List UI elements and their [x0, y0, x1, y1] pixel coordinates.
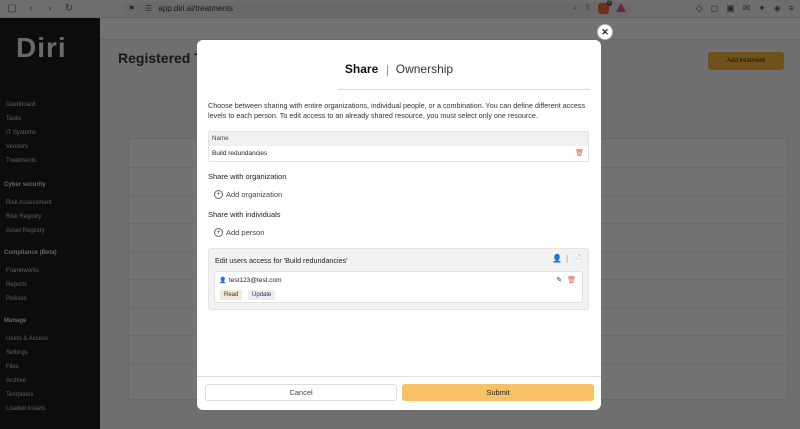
share-individuals-heading: Share with individuals: [208, 210, 281, 219]
resource-name: Build redundancies: [212, 150, 268, 157]
plus-icon: +: [214, 190, 223, 199]
modal-tabs: [197, 62, 601, 76]
plus-icon: +: [214, 228, 223, 237]
tab-ownership[interactable]: Ownership: [395, 62, 454, 76]
access-panel-title: Edit users access for 'Build redundancies': [215, 256, 348, 265]
add-organization-label: Add organization: [226, 190, 283, 199]
add-organization-button[interactable]: [214, 190, 282, 199]
tab-divider: [338, 89, 590, 90]
cancel-button[interactable]: Cancel: [205, 384, 397, 401]
submit-button[interactable]: Submit: [402, 384, 594, 401]
user-icon: 👤: [219, 278, 227, 284]
document-icon[interactable]: 📄: [572, 254, 582, 263]
add-person-button[interactable]: [214, 228, 264, 237]
share-modal: [197, 40, 601, 410]
user-access-card: [214, 271, 583, 303]
delete-resource-icon[interactable]: 🗑: [575, 150, 584, 157]
add-person-label: Add person: [226, 228, 265, 237]
user-access-panel: [208, 248, 589, 310]
edit-icon[interactable]: ✎: [556, 277, 563, 284]
close-modal-button[interactable]: ✕: [597, 24, 613, 40]
share-description: Choose between sharing with entire organizations, individual people, or a combination. You can define different access levels to each person. To edit access to an already shared resource, you must select only one resource.: [208, 101, 586, 120]
delete-user-icon[interactable]: 🗑: [567, 277, 576, 284]
tab-separator: [387, 65, 388, 76]
name-table: [208, 131, 589, 162]
add-user-icon[interactable]: 👤: [551, 254, 562, 263]
separator: |: [565, 254, 569, 263]
tab-share[interactable]: Share: [344, 62, 379, 76]
share-org-heading: Share with organization: [208, 172, 287, 181]
user-email: test123@test.com: [229, 277, 282, 284]
name-column-header: Name: [209, 132, 588, 146]
permission-chip[interactable]: Read: [220, 290, 242, 300]
footer-divider: [197, 376, 601, 377]
permission-chip[interactable]: Update: [248, 290, 275, 300]
